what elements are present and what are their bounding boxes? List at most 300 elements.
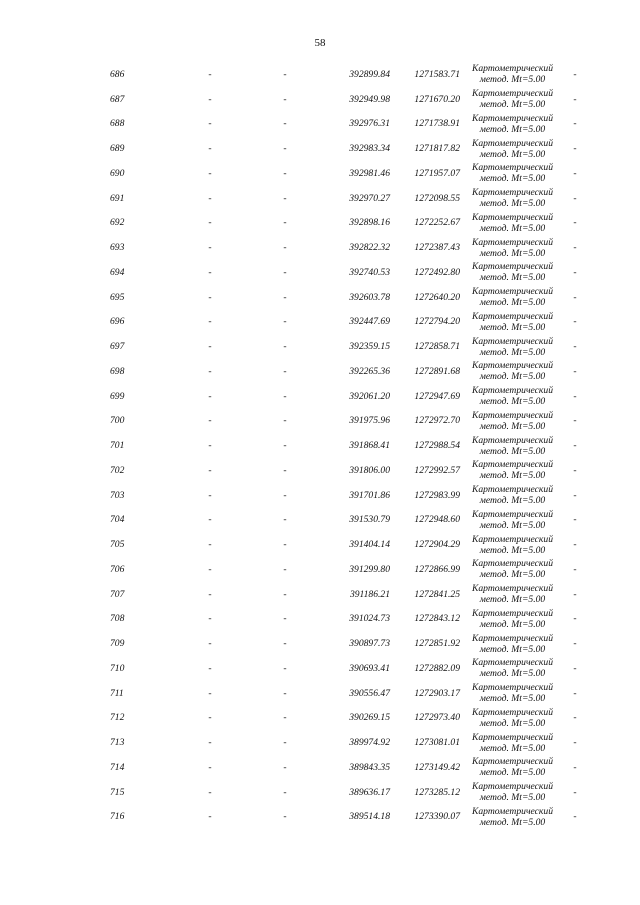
dash-cell: -: [573, 588, 577, 600]
table-row: [100, 458, 585, 483]
dash-cell: -: [208, 291, 212, 303]
point-number-cell: 698: [110, 365, 125, 377]
x-coordinate-cell: 389514.18: [349, 811, 390, 823]
dash-cell: -: [283, 761, 287, 773]
method-cell: [460, 780, 565, 805]
y-coordinate-cell: 1271817.82: [414, 143, 460, 155]
dash-cell: -: [283, 242, 287, 254]
x-coordinate-cell: 391806.00: [349, 464, 390, 476]
y-coordinate-cell: 1272904.29: [414, 539, 460, 551]
y-coordinate-cell: 1271583.71: [414, 68, 460, 80]
x-coordinate-cell: 391868.41: [349, 440, 390, 452]
table-row: [100, 62, 585, 87]
table-row: [100, 112, 585, 137]
method-line1: Картометрический: [471, 409, 554, 421]
method-line2: метод. Mt=5.00: [479, 495, 546, 507]
dash-cell: -: [283, 93, 287, 105]
method-cell: [460, 483, 565, 508]
point-number-cell: 687: [110, 93, 125, 105]
method-line2: метод. Mt=5.00: [479, 792, 546, 804]
method-line1: Картометрический: [471, 508, 554, 520]
dash-cell: -: [573, 440, 577, 452]
point-number-cell: 712: [110, 712, 125, 724]
dash-cell: -: [283, 68, 287, 80]
point-number-cell: 688: [110, 118, 125, 130]
dash-cell: -: [208, 464, 212, 476]
page-number: 58: [314, 37, 326, 49]
method-cell: [460, 334, 565, 359]
method-line2: метод. Mt=5.00: [479, 74, 546, 86]
table-row: [100, 433, 585, 458]
method-line1: Картометрический: [471, 682, 554, 694]
table-row: [100, 582, 585, 607]
method-line1: Картометрический: [471, 360, 554, 372]
x-coordinate-cell: 391530.79: [349, 514, 390, 526]
dash-cell: -: [573, 737, 577, 749]
x-coordinate-cell: 391701.86: [349, 489, 390, 501]
method-line1: Картометрический: [471, 236, 554, 248]
x-coordinate-cell: 392976.31: [349, 118, 390, 130]
point-number-cell: 699: [110, 390, 125, 402]
point-number-cell: 705: [110, 539, 125, 551]
method-line1: Картометрический: [471, 335, 554, 347]
method-cell: [460, 87, 565, 112]
dash-cell: -: [208, 242, 212, 254]
method-line1: Картометрический: [471, 162, 554, 174]
y-coordinate-cell: 1272866.99: [414, 563, 460, 575]
dash-cell: -: [208, 68, 212, 80]
dash-cell: -: [208, 217, 212, 229]
x-coordinate-cell: 392949.98: [349, 93, 390, 105]
dash-cell: -: [208, 440, 212, 452]
method-line2: метод. Mt=5.00: [479, 742, 546, 754]
dash-cell: -: [208, 786, 212, 798]
method-cell: [460, 458, 565, 483]
y-coordinate-cell: 1271738.91: [414, 118, 460, 130]
dash-cell: -: [573, 489, 577, 501]
dash-cell: -: [208, 118, 212, 130]
method-line2: метод. Mt=5.00: [479, 297, 546, 309]
method-line2: метод. Mt=5.00: [479, 123, 546, 135]
method-cell: [460, 136, 565, 161]
method-line1: Картометрический: [471, 434, 554, 446]
table-row: [100, 285, 585, 310]
method-line1: Картометрический: [471, 484, 554, 496]
dash-cell: -: [208, 489, 212, 501]
method-line1: Картометрический: [471, 385, 554, 397]
dash-cell: -: [573, 712, 577, 724]
point-number-cell: 686: [110, 68, 125, 80]
x-coordinate-cell: 389974.92: [349, 737, 390, 749]
dash-cell: -: [208, 662, 212, 674]
dash-cell: -: [208, 167, 212, 179]
method-line2: метод. Mt=5.00: [479, 272, 546, 284]
table-row: [100, 384, 585, 409]
method-line2: метод. Mt=5.00: [479, 569, 546, 581]
table-row: [100, 706, 585, 731]
dash-cell: -: [283, 118, 287, 130]
x-coordinate-cell: 392970.27: [349, 192, 390, 204]
x-coordinate-cell: 390897.73: [349, 638, 390, 650]
method-cell: [460, 508, 565, 533]
dash-cell: -: [283, 514, 287, 526]
method-line1: Картометрический: [471, 261, 554, 273]
x-coordinate-cell: 392899.84: [349, 68, 390, 80]
x-coordinate-cell: 392603.78: [349, 291, 390, 303]
y-coordinate-cell: 1272858.71: [414, 341, 460, 353]
method-line2: метод. Mt=5.00: [479, 222, 546, 234]
y-coordinate-cell: 1273081.01: [414, 737, 460, 749]
dash-cell: -: [283, 266, 287, 278]
x-coordinate-cell: 391186.21: [349, 588, 390, 600]
y-coordinate-cell: 1272098.55: [414, 192, 460, 204]
x-coordinate-cell: 392981.46: [349, 167, 390, 179]
method-line2: метод. Mt=5.00: [479, 643, 546, 655]
x-coordinate-cell: 392061.20: [349, 390, 390, 402]
y-coordinate-cell: 1272492.80: [414, 266, 460, 278]
method-cell: [460, 532, 565, 557]
method-cell: [460, 409, 565, 434]
table-row: [100, 805, 585, 830]
dash-cell: -: [208, 712, 212, 724]
dash-cell: -: [283, 415, 287, 427]
y-coordinate-cell: 1273285.12: [414, 786, 460, 798]
y-coordinate-cell: 1272387.43: [414, 242, 460, 254]
point-number-cell: 690: [110, 167, 125, 179]
point-number-cell: 708: [110, 613, 125, 625]
method-line1: Картометрический: [471, 211, 554, 223]
y-coordinate-cell: 1272972.70: [414, 415, 460, 427]
dash-cell: -: [283, 539, 287, 551]
y-coordinate-cell: 1272843.12: [414, 613, 460, 625]
dash-cell: -: [283, 291, 287, 303]
method-line2: метод. Mt=5.00: [479, 519, 546, 531]
dash-cell: -: [573, 365, 577, 377]
point-number-cell: 715: [110, 786, 125, 798]
dash-cell: -: [208, 638, 212, 650]
point-number-cell: 691: [110, 192, 125, 204]
method-cell: [460, 755, 565, 780]
table-row: [100, 755, 585, 780]
point-number-cell: 697: [110, 341, 125, 353]
method-cell: [460, 681, 565, 706]
table-row: [100, 532, 585, 557]
point-number-cell: 713: [110, 737, 125, 749]
method-cell: [460, 607, 565, 632]
dash-cell: -: [208, 93, 212, 105]
y-coordinate-cell: 1272973.40: [414, 712, 460, 724]
dash-cell: -: [573, 464, 577, 476]
dash-cell: -: [283, 613, 287, 625]
y-coordinate-cell: 1272948.60: [414, 514, 460, 526]
dash-cell: -: [573, 563, 577, 575]
dash-cell: -: [573, 291, 577, 303]
method-line2: метод. Mt=5.00: [479, 767, 546, 779]
point-number-cell: 704: [110, 514, 125, 526]
dash-cell: -: [208, 266, 212, 278]
x-coordinate-cell: 390556.47: [349, 687, 390, 699]
x-coordinate-cell: 391024.73: [349, 613, 390, 625]
dash-cell: -: [208, 811, 212, 823]
method-cell: [460, 161, 565, 186]
y-coordinate-cell: 1272903.17: [414, 687, 460, 699]
method-cell: [460, 359, 565, 384]
method-line1: Картометрический: [471, 805, 554, 817]
table-row: [100, 631, 585, 656]
method-line1: Картометрический: [471, 756, 554, 768]
method-line1: Картометрический: [471, 187, 554, 199]
point-number-cell: 706: [110, 563, 125, 575]
method-line2: метод. Mt=5.00: [479, 346, 546, 358]
dash-cell: -: [573, 217, 577, 229]
dash-cell: -: [208, 390, 212, 402]
y-coordinate-cell: 1272988.54: [414, 440, 460, 452]
method-cell: [460, 433, 565, 458]
dash-cell: -: [208, 341, 212, 353]
x-coordinate-cell: 390693.41: [349, 662, 390, 674]
method-line2: метод. Mt=5.00: [479, 717, 546, 729]
dash-cell: -: [208, 316, 212, 328]
dash-cell: -: [208, 539, 212, 551]
method-cell: [460, 557, 565, 582]
dash-cell: -: [208, 514, 212, 526]
dash-cell: -: [573, 390, 577, 402]
table-row: [100, 681, 585, 706]
point-number-cell: 695: [110, 291, 125, 303]
x-coordinate-cell: 392898.16: [349, 217, 390, 229]
dash-cell: -: [573, 192, 577, 204]
method-line2: метод. Mt=5.00: [479, 148, 546, 160]
x-coordinate-cell: 391299.80: [349, 563, 390, 575]
method-line1: Картометрический: [471, 63, 554, 75]
table-row: [100, 557, 585, 582]
y-coordinate-cell: 1271670.20: [414, 93, 460, 105]
dash-cell: -: [208, 192, 212, 204]
table-row: [100, 607, 585, 632]
dash-cell: -: [283, 588, 287, 600]
table-row: [100, 310, 585, 335]
table-row: [100, 483, 585, 508]
table-row: [100, 409, 585, 434]
coordinates-table-body: [100, 62, 585, 829]
dash-cell: -: [283, 143, 287, 155]
y-coordinate-cell: 1272891.68: [414, 365, 460, 377]
method-line1: Картометрический: [471, 731, 554, 743]
method-cell: [460, 631, 565, 656]
method-line2: метод. Mt=5.00: [479, 247, 546, 259]
dash-cell: -: [208, 737, 212, 749]
method-line1: Картометрический: [471, 88, 554, 100]
method-line1: Картометрический: [471, 533, 554, 545]
method-line2: метод. Mt=5.00: [479, 594, 546, 606]
dash-cell: -: [573, 93, 577, 105]
x-coordinate-cell: 390269.15: [349, 712, 390, 724]
method-line2: метод. Mt=5.00: [479, 816, 546, 828]
y-coordinate-cell: 1273390.07: [414, 811, 460, 823]
table-row: [100, 260, 585, 285]
x-coordinate-cell: 391404.14: [349, 539, 390, 551]
method-cell: [460, 730, 565, 755]
table-row: [100, 780, 585, 805]
dash-cell: -: [208, 143, 212, 155]
dash-cell: -: [283, 192, 287, 204]
x-coordinate-cell: 389636.17: [349, 786, 390, 798]
method-line1: Картометрический: [471, 607, 554, 619]
dash-cell: -: [573, 341, 577, 353]
table-row: [100, 359, 585, 384]
method-line1: Картометрический: [471, 137, 554, 149]
x-coordinate-cell: 392740.53: [349, 266, 390, 278]
dash-cell: -: [208, 613, 212, 625]
y-coordinate-cell: 1273149.42: [414, 761, 460, 773]
table-row: [100, 136, 585, 161]
point-number-cell: 707: [110, 588, 125, 600]
dash-cell: -: [283, 737, 287, 749]
x-coordinate-cell: 392983.34: [349, 143, 390, 155]
dash-cell: -: [573, 539, 577, 551]
dash-cell: -: [283, 687, 287, 699]
dash-cell: -: [573, 811, 577, 823]
y-coordinate-cell: 1271957.07: [414, 167, 460, 179]
y-coordinate-cell: 1272882.09: [414, 662, 460, 674]
table-row: [100, 235, 585, 260]
method-line1: Картометрический: [471, 781, 554, 793]
y-coordinate-cell: 1272794.20: [414, 316, 460, 328]
method-line2: метод. Mt=5.00: [479, 396, 546, 408]
method-line1: Картометрический: [471, 632, 554, 644]
method-line1: Картометрический: [471, 459, 554, 471]
dash-cell: -: [283, 489, 287, 501]
y-coordinate-cell: 1272252.67: [414, 217, 460, 229]
dash-cell: -: [283, 662, 287, 674]
coordinates-table: [100, 62, 585, 829]
method-cell: [460, 706, 565, 731]
dash-cell: -: [573, 514, 577, 526]
method-line2: метод. Mt=5.00: [479, 99, 546, 111]
method-line2: метод. Mt=5.00: [479, 445, 546, 457]
table-row: [100, 186, 585, 211]
method-cell: [460, 805, 565, 830]
method-cell: [460, 62, 565, 87]
dash-cell: -: [573, 613, 577, 625]
point-number-cell: 696: [110, 316, 125, 328]
dash-cell: -: [283, 440, 287, 452]
point-number-cell: 709: [110, 638, 125, 650]
point-number-cell: 689: [110, 143, 125, 155]
point-number-cell: 694: [110, 266, 125, 278]
y-coordinate-cell: 1272851.92: [414, 638, 460, 650]
method-cell: [460, 211, 565, 236]
y-coordinate-cell: 1272841.25: [414, 588, 460, 600]
point-number-cell: 700: [110, 415, 125, 427]
method-line2: метод. Mt=5.00: [479, 321, 546, 333]
dash-cell: -: [573, 638, 577, 650]
method-cell: [460, 112, 565, 137]
table-row: [100, 508, 585, 533]
method-line1: Картометрический: [471, 706, 554, 718]
table-row: [100, 730, 585, 755]
dash-cell: -: [208, 588, 212, 600]
dash-cell: -: [283, 316, 287, 328]
x-coordinate-cell: 389843.35: [349, 761, 390, 773]
method-line2: метод. Mt=5.00: [479, 420, 546, 432]
dash-cell: -: [283, 365, 287, 377]
dash-cell: -: [573, 316, 577, 328]
method-line2: метод. Mt=5.00: [479, 668, 546, 680]
method-cell: [460, 656, 565, 681]
point-number-cell: 711: [110, 687, 124, 699]
x-coordinate-cell: 392822.32: [349, 242, 390, 254]
y-coordinate-cell: 1272983.99: [414, 489, 460, 501]
method-line1: Картометрический: [471, 286, 554, 298]
method-line2: метод. Mt=5.00: [479, 470, 546, 482]
dash-cell: -: [573, 242, 577, 254]
method-line1: Картометрический: [471, 583, 554, 595]
point-number-cell: 701: [110, 440, 125, 452]
method-line2: метод. Mt=5.00: [479, 618, 546, 630]
dash-cell: -: [283, 167, 287, 179]
point-number-cell: 692: [110, 217, 125, 229]
x-coordinate-cell: 392359.15: [349, 341, 390, 353]
method-line2: метод. Mt=5.00: [479, 693, 546, 705]
point-number-cell: 693: [110, 242, 125, 254]
dash-cell: -: [283, 786, 287, 798]
dash-cell: -: [573, 118, 577, 130]
method-cell: [460, 285, 565, 310]
method-line1: Картометрический: [471, 112, 554, 124]
dash-cell: -: [208, 563, 212, 575]
dash-cell: -: [283, 811, 287, 823]
dash-cell: -: [208, 415, 212, 427]
method-cell: [460, 384, 565, 409]
method-line1: Картометрический: [471, 310, 554, 322]
dash-cell: -: [208, 761, 212, 773]
y-coordinate-cell: 1272947.69: [414, 390, 460, 402]
x-coordinate-cell: 391975.96: [349, 415, 390, 427]
table-row: [100, 656, 585, 681]
dash-cell: -: [283, 217, 287, 229]
dash-cell: -: [573, 68, 577, 80]
dash-cell: -: [208, 365, 212, 377]
x-coordinate-cell: 392447.69: [349, 316, 390, 328]
dash-cell: -: [573, 415, 577, 427]
dash-cell: -: [283, 638, 287, 650]
dash-cell: -: [283, 464, 287, 476]
x-coordinate-cell: 392265.36: [349, 365, 390, 377]
y-coordinate-cell: 1272992.57: [414, 464, 460, 476]
dash-cell: -: [208, 687, 212, 699]
dash-cell: -: [573, 167, 577, 179]
table-row: [100, 334, 585, 359]
dash-cell: -: [573, 266, 577, 278]
point-number-cell: 716: [110, 811, 125, 823]
dash-cell: -: [283, 563, 287, 575]
point-number-cell: 702: [110, 464, 125, 476]
dash-cell: -: [283, 712, 287, 724]
method-line2: метод. Mt=5.00: [479, 173, 546, 185]
method-cell: [460, 310, 565, 335]
method-line2: метод. Mt=5.00: [479, 198, 546, 210]
y-coordinate-cell: 1272640.20: [414, 291, 460, 303]
dash-cell: -: [573, 761, 577, 773]
method-line2: метод. Mt=5.00: [479, 544, 546, 556]
dash-cell: -: [573, 662, 577, 674]
point-number-cell: 714: [110, 761, 125, 773]
method-cell: [460, 235, 565, 260]
method-cell: [460, 582, 565, 607]
dash-cell: -: [283, 390, 287, 402]
table-row: [100, 161, 585, 186]
